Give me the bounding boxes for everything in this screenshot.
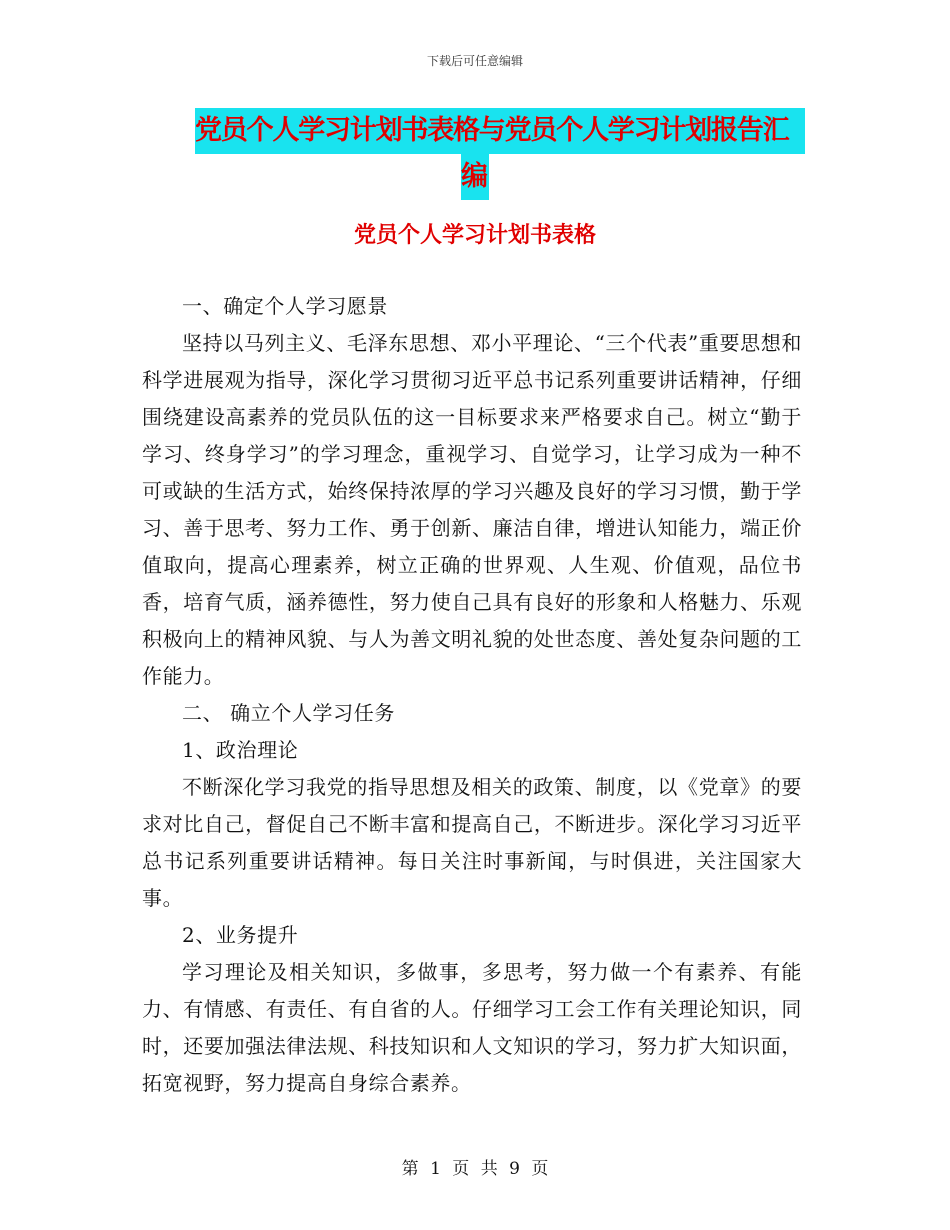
document-title (195, 108, 805, 200)
document-body (142, 288, 802, 1102)
document-title-line-2: 编 (461, 154, 489, 200)
subheading-political-theory: 1、政治理论 (182, 738, 299, 762)
paragraph-business-improvement: 学习理论及相关知识，多做事，多思考，努力做一个有素养、有能力、有情感、有责任、有自省的人。仔细学习工会工作有关理论知识，同时，还要加强法律法规、科技知识和人文知识的学习，努力扩大知识面，拓宽视野，努力提高自身综合素养。 (142, 960, 802, 1095)
subheading-business-improvement: 2、业务提升 (182, 923, 299, 947)
section-title: 党员个人学习计划书表格 (353, 223, 596, 248)
document-title-line-1: 党员个人学习计划书表格与党员个人学习计划报告汇 (195, 108, 805, 154)
header-note: 下载后可任意编辑 (426, 54, 523, 68)
paragraph-political-theory: 不断深化学习我党的指导思想及相关的政策、制度，以《党章》的要求对比自己，督促自己不断丰富和提高自己，不断进步。深化学习习近平总书记系列重要讲话精神。每日关注时事新闻，与时俱进，关注国家大事。 (142, 775, 802, 910)
paragraph-learning-vision: 坚持以马列主义、毛泽东思想、邓小平理论、“三个代表”重要思想和科学进展观为指导，深化学习贯彻习近平总书记系列重要讲话精神，仔细围绕建设高素养的党员队伍的这一目标要求来严格要求自己。树立“勤于学习、终身学习”的学习理念，重视学习、自觉学习，让学习成为一种不可或缺的生活方式，始终保持浓厚的学习兴趣及良好的学习习惯，勤于学习、善于思考、努力工作、勇于创新、廉洁自律，增进认知能力，端正价值取向，提高心理素养，树立正确的世界观、人生观、价值观，品位书香，培育气质，涵养德性，努力使自己具有良好的形象和人格魅力、乐观积极向上的精神风貌、与人为善文明礼貌的处世态度、善处复杂问题的工作能力。 (142, 331, 802, 688)
heading-learning-vision: 一、确定个人学习愿景 (182, 294, 388, 318)
page-number-footer: 第 1 页 共 9 页 (401, 1159, 549, 1179)
heading-learning-tasks: 二、 确立个人学习任务 (182, 701, 395, 725)
